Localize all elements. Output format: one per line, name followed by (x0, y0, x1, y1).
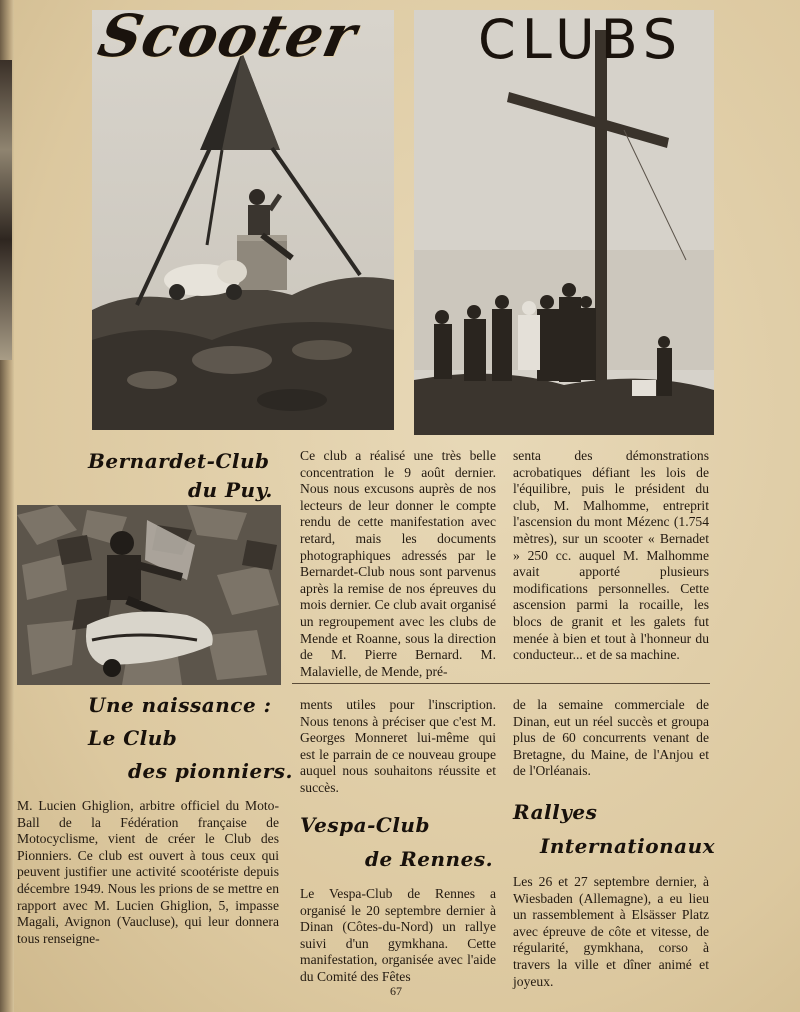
rallyes-heading-line1: Rallyes (513, 800, 598, 824)
title-script: Scooter (92, 2, 364, 70)
pionniers-heading-line2: Le Club (88, 726, 178, 750)
vespa-heading-line2: de Rennes. (365, 847, 494, 871)
pionniers-heading-line3: des pionniers. (128, 759, 294, 783)
bernardet-heading-line2: du Puy. (188, 478, 273, 502)
page-number: 67 (390, 984, 402, 998)
photo-summit-cross (414, 10, 714, 435)
bernardet-text-right: senta des démonstrations acrobatiques défiant les lois de l'équilibre, puis le président du club, M. Malhomme, entreprit l'ascension du mont Mézenc (1.754 mètres), sur un scooter « Bernadet » 250 cc. auquel M. Malhomme avait apporté plusieurs modifications personnelles. Cette ascension parmi la rocaille, les blocs de granit et les galets fut menée à bien et tout à l'honneur du conducteur... et de sa machine. (513, 448, 709, 663)
section-divider (292, 683, 710, 684)
vespa-heading-line1: Vespa-Club (300, 813, 430, 837)
title-block: CLUBS (478, 8, 683, 71)
rallyes-text-right: Les 26 et 27 septembre dernier, à Wiesbaden (Allemagne), a eu lieu un rassemblement à Elsässer Platz avec épreuve de côte et vitesse, de régularité, gymkhana, corso à travers la ville et dîner animé et joyeux. (513, 874, 709, 989)
pionniers-text-left: M. Lucien Ghiglion, arbitre officiel du Moto-Ball de la Fédération française de Motocyclisme, vient de créer le Club des Pionniers. Ce club est ouvert à tous ceux qui peuvent justifier une activité scootériste depuis décembre 1949. Nous les prions de se mettre en rapport avec M. Lucien Ghiglion, 5, impasse Magali, Avignon (Vaucluse), qui leur donnera tous renseigne- (17, 798, 279, 946)
rallyes-heading-line2: Internationaux (540, 834, 716, 858)
previous-page-edge (0, 60, 12, 360)
photo-summit-beacon (92, 10, 394, 430)
vespa-text-right: de la semaine commerciale de Dinan, eut un réel succès et groupa plus de 60 concurrents venant de Bretagne, du Maine, de l'Anjou et de l'Orléanais. (513, 697, 709, 779)
pionniers-heading-line1: Une naissance : (88, 693, 272, 717)
bernardet-heading-line1: Bernardet-Club (88, 449, 270, 473)
page-spine (0, 0, 14, 1012)
vespa-text-middle: Le Vespa-Club de Rennes a organisé le 20 septembre dernier à Dinan (Côtes-du-Nord) un rallye suivi d'un gymkhana. Cette manifestation, organisée avec l'aide du Comité des Fêtes (300, 886, 496, 984)
photo-rider-rocks (17, 505, 281, 685)
bernardet-text-middle: Ce club a réalisé une très belle concentration le 9 août dernier. Nous nous excusons auprès de nos lecteurs de leur donner le compte rendu de cette manifestation avec retard, mais les documents photographiques adressés par le Bernardet-Club nous sont parvenus après la remise de nos épreuves du mois dernier. Ce club avait organisé un regroupement avec les clubs de Mende et Roanne, sous la direction de M. Pierre Bernard. M. Malavielle, de Mende, pré- (300, 448, 496, 679)
pionniers-text-middle: ments utiles pour l'inscription. Nous tenons à préciser que c'est M. Georges Monneret lui-même qui est le parrain de ce nouveau groupe auquel nous souhaitons réussite et succès. (300, 697, 496, 795)
